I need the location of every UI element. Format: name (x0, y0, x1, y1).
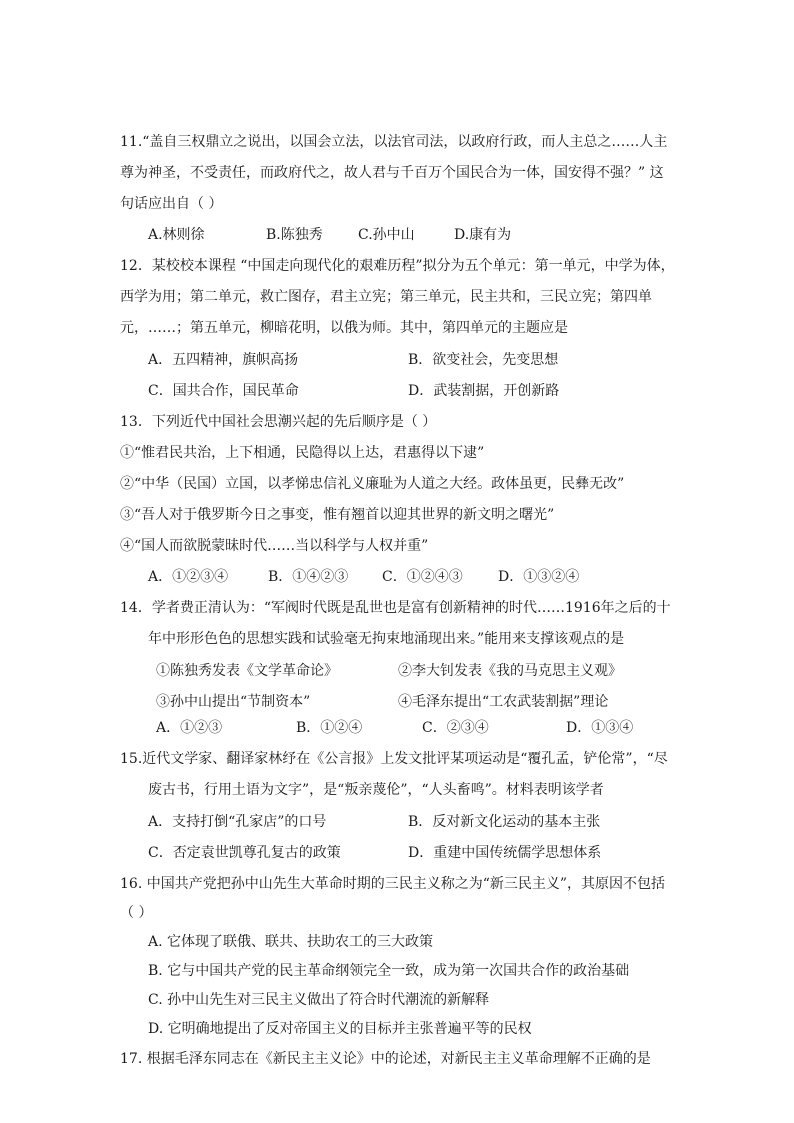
q14-option-d: D．①③④ (566, 720, 634, 736)
q12-stem-line1: 12．某校校本课程 “中国走向现代化的艰难历程”拟分为五个单元：第一单元，中学为体， (120, 258, 675, 274)
q13-option-b: B．①④②③ (268, 569, 349, 585)
q11-stem-line3: 句话应出自（ ） (120, 196, 223, 212)
q15-option-c: C．否定袁世凯尊孔复古的政策 (148, 845, 341, 861)
q15-option-d: D．重建中国传统儒学思想体系 (408, 845, 602, 861)
q17-stem: 17. 根据毛泽东同志在《新民主主义论》中的论述，对新民主主义革命理解不正确的是 (120, 1051, 651, 1067)
q14-item-2: ②李大钊发表《我的马克思主义观》 (398, 663, 622, 679)
q13-item-3: ③“吾人对于俄罗斯今日之事变，惟有翘首以迎其世界的新文明之曙光” (120, 507, 555, 523)
q11-option-d: D.康有为 (454, 227, 512, 243)
q11-option-a: A.林则徐 (148, 227, 205, 243)
q12-option-a: A．五四精神，旗帜高扬 (148, 352, 299, 368)
q15-option-a: A．支持打倒“孔家店”的口号 (148, 814, 327, 830)
q12-option-d: D．武装割据，开创新路 (408, 383, 560, 399)
q14-item-4: ④毛泽东提出“工农武装割据”理论 (398, 694, 609, 710)
q12-stem-line3: 元，……；第五单元，柳暗花明，以俄为师。其中，第四单元的主题应是 (120, 320, 568, 336)
q13-item-4: ④“国人而欲脱蒙昧时代……当以科学与人权并重” (120, 538, 429, 554)
q14-option-b: B．①②④ (296, 720, 363, 736)
q16-option-a: A. 它体现了联俄、联共、扶助农工的三大政策 (148, 934, 434, 950)
q16-stem-line2: （ ） (120, 905, 153, 921)
q14-option-a: A．①②③ (156, 720, 223, 736)
q15-stem-line2: 废古书，行用土语为文字”，是“叛亲蔑伦”，“人头畜鸣”。材料表明该学者 (148, 782, 604, 798)
q13-item-2: ②“中华（民国）立国，以孝悌忠信礼义廉耻为人道之大经。政体虽更，民彝无改” (120, 476, 625, 492)
q11-stem-line2: 尊为神圣，不受责任，而政府代之，故人君与千百万个国民合为一体，国安得不强？” 这 (120, 165, 664, 181)
q16-option-c: C. 孙中山先生对三民主义做出了符合时代潮流的新解释 (148, 992, 490, 1008)
q14-stem-line1: 14．学者费正清认为：“军阀时代既是乱世也是富有创新精神的时代……1916年之后的十 (120, 600, 671, 616)
q13-option-d: D．①③②④ (498, 569, 580, 585)
q13-option-c: C．①②④③ (382, 569, 463, 585)
q16-option-d: D. 它明确地提出了反对帝国主义的目标并主张普遍平等的民权 (148, 1021, 532, 1037)
q11-stem-line1: 11.“盖自三权鼎立之说出，以国会立法，以法官司法，以政府行政，而人主总之……人主 (120, 134, 668, 150)
q11-option-c: C.孙中山 (358, 227, 415, 243)
q14-stem-line2: 年中形形色色的思想实践和试验毫无拘束地涌现出来。”能用来支撑该观点的是 (148, 631, 625, 647)
q12-option-c: C．国共合作，国民革命 (148, 383, 299, 399)
q13-stem: 13．下列近代中国社会思潮兴起的先后顺序是（ ） (120, 414, 437, 430)
q14-item-3: ③孙中山提出“节制资本” (156, 694, 311, 710)
q15-option-b: B．反对新文化运动的基本主张 (408, 814, 601, 830)
q15-stem-line1: 15.近代文学家、翻译家林纾在《公言报》上发文批评某项运动是“覆孔孟，铲伦常”，“尽 (120, 751, 668, 767)
q13-item-1: ①“惟君民共治，上下相通，民隐得以上达，君惠得以下逮” (120, 445, 485, 461)
q12-option-b: B．欲变社会，先变思想 (408, 352, 559, 368)
q12-stem-line2: 西学为用；第二单元，救亡图存，君主立宪；第三单元，民主共和，三民立宪；第四单 (120, 289, 652, 305)
q13-option-a: A．①②③④ (148, 569, 229, 585)
q14-option-c: C．②③④ (422, 720, 489, 736)
q16-stem-line1: 16. 中国共产党把孙中山先生大革命时期的三民主义称之为“新三民主义”，其原因不包括 (120, 876, 666, 892)
q11-option-b: B.陈独秀 (266, 227, 323, 243)
q16-option-b: B. 它与中国共产党的民主革命纲领完全一致，成为第一次国共合作的政治基础 (148, 963, 630, 979)
q14-item-1: ①陈独秀发表《文学革命论》 (156, 663, 338, 679)
